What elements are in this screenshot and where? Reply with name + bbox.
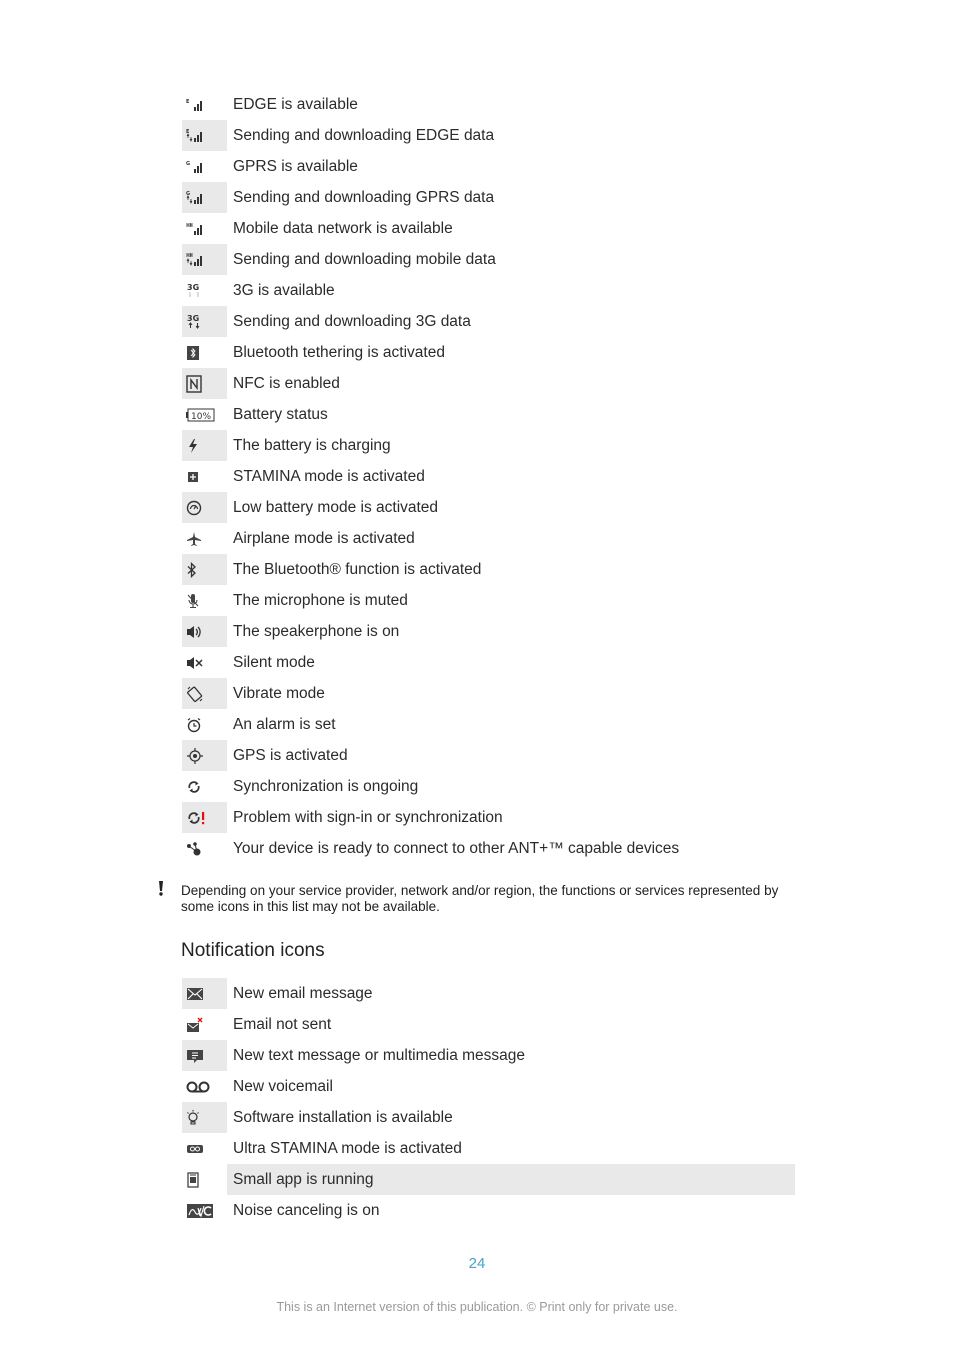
row-label: New email message bbox=[233, 984, 373, 1002]
row-label: GPRS is available bbox=[233, 157, 358, 175]
stamina-icon bbox=[182, 461, 227, 492]
page-number: 24 bbox=[468, 1255, 486, 1272]
row-label: EDGE is available bbox=[233, 95, 358, 113]
row-label: New voicemail bbox=[233, 1077, 333, 1095]
noise-canceling-icon bbox=[182, 1195, 227, 1226]
battery-icon bbox=[182, 399, 227, 430]
row-label: Mobile data network is available bbox=[233, 219, 453, 237]
table-row bbox=[182, 120, 795, 151]
row-label: Small app is running bbox=[227, 1164, 795, 1195]
nfc-icon bbox=[182, 368, 227, 399]
svg-text:E: E bbox=[186, 128, 190, 135]
row-label: Sending and downloading 3G data bbox=[233, 312, 471, 330]
section-heading: Notification icons bbox=[181, 940, 325, 961]
table-row bbox=[182, 833, 795, 864]
ant-plus-icon bbox=[182, 833, 227, 864]
row-label: STAMINA mode is activated bbox=[233, 467, 425, 485]
table-row bbox=[182, 554, 795, 585]
speakerphone-icon bbox=[182, 616, 227, 647]
row-label: Problem with sign-in or synchronization bbox=[233, 808, 503, 826]
table-row bbox=[182, 523, 795, 554]
table-row bbox=[182, 1164, 795, 1195]
email-not-sent-icon bbox=[182, 1009, 227, 1040]
software-install-icon bbox=[182, 1102, 227, 1133]
row-label: Silent mode bbox=[233, 653, 315, 671]
text-message-icon bbox=[182, 1040, 227, 1071]
svg-text:3G: 3G bbox=[187, 282, 200, 292]
row-label: The battery is charging bbox=[233, 436, 391, 454]
row-label: GPS is activated bbox=[233, 746, 348, 764]
row-label: Battery status bbox=[233, 405, 328, 423]
airplane-icon bbox=[182, 523, 227, 554]
table-row bbox=[182, 1040, 795, 1071]
gprs-data-icon bbox=[182, 182, 227, 213]
battery-percent: 10% bbox=[191, 411, 212, 422]
row-label: NFC is enabled bbox=[233, 374, 340, 392]
table-row bbox=[182, 1071, 795, 1102]
table-row bbox=[182, 1009, 795, 1040]
row-label: An alarm is set bbox=[233, 715, 336, 733]
svg-text:3G: 3G bbox=[187, 313, 200, 323]
edge-data-icon bbox=[182, 120, 227, 151]
table-row bbox=[182, 306, 795, 337]
table-row bbox=[182, 709, 795, 740]
3g-icon bbox=[182, 275, 227, 306]
bluetooth-icon bbox=[182, 554, 227, 585]
gprs-signal-icon bbox=[182, 151, 227, 182]
svg-text:E: E bbox=[186, 98, 190, 105]
row-label: The microphone is muted bbox=[233, 591, 408, 609]
row-label: Airplane mode is activated bbox=[233, 529, 415, 547]
low-battery-mode-icon bbox=[182, 492, 227, 523]
table-row bbox=[182, 461, 795, 492]
sync-problem-icon bbox=[182, 802, 227, 833]
voicemail-icon bbox=[182, 1071, 227, 1102]
table-row bbox=[182, 337, 795, 368]
3g-data-icon bbox=[182, 306, 227, 337]
ultra-stamina-icon bbox=[182, 1133, 227, 1164]
table-row bbox=[182, 1102, 795, 1133]
table-row bbox=[182, 585, 795, 616]
vibrate-icon bbox=[182, 678, 227, 709]
table-row bbox=[182, 1195, 795, 1226]
row-label: The speakerphone is on bbox=[233, 622, 400, 640]
table-row bbox=[182, 151, 795, 182]
mobile-data-signal-icon bbox=[182, 213, 227, 244]
row-label: Software installation is available bbox=[233, 1108, 453, 1126]
notification-icons-table bbox=[182, 978, 795, 1226]
row-label: New text message or multimedia message bbox=[233, 1046, 526, 1064]
table-row bbox=[182, 368, 795, 399]
row-label: Low battery mode is activated bbox=[233, 498, 439, 516]
row-label: Ultra STAMINA mode is activated bbox=[233, 1139, 462, 1157]
sync-icon bbox=[182, 771, 227, 802]
table-row bbox=[182, 275, 795, 306]
table-row bbox=[182, 678, 795, 709]
exclamation-icon bbox=[156, 880, 166, 898]
row-label: Synchronization is ongoing bbox=[233, 777, 419, 795]
footer-note: This is an Internet version of this publication. © Print only for private use. bbox=[276, 1300, 678, 1314]
row-label: Noise canceling is on bbox=[233, 1201, 380, 1219]
status-icons-table bbox=[182, 89, 795, 864]
table-row bbox=[182, 89, 795, 120]
table-row bbox=[182, 771, 795, 802]
table-row bbox=[182, 244, 795, 275]
mobile-data-transfer-icon bbox=[182, 244, 227, 275]
small-app-icon bbox=[182, 1164, 227, 1195]
row-label: Sending and downloading GPRS data bbox=[233, 188, 495, 206]
table-row bbox=[182, 616, 795, 647]
table-row bbox=[182, 740, 795, 771]
svg-text:G: G bbox=[186, 190, 191, 197]
availability-note: Depending on your service provider, network and/or region, the functions or services represented by some icons in this list may not be available. bbox=[181, 883, 779, 914]
row-label: Sending and downloading mobile data bbox=[233, 250, 496, 268]
table-row bbox=[182, 802, 795, 833]
row-label: Sending and downloading EDGE data bbox=[233, 126, 495, 144]
row-label: The Bluetooth® function is activated bbox=[233, 560, 482, 578]
alarm-icon bbox=[182, 709, 227, 740]
table-row bbox=[182, 492, 795, 523]
table-row bbox=[182, 647, 795, 678]
row-label: Your device is ready to connect to other ANT+™ capable devices bbox=[233, 839, 680, 857]
row-label: Email not sent bbox=[233, 1015, 332, 1033]
svg-text:G: G bbox=[186, 160, 191, 167]
email-icon bbox=[182, 978, 227, 1009]
row-label: Bluetooth tethering is activated bbox=[233, 343, 445, 361]
bluetooth-tethering-icon bbox=[182, 337, 227, 368]
table-row bbox=[182, 430, 795, 461]
table-row bbox=[182, 182, 795, 213]
charging-icon bbox=[182, 430, 227, 461]
edge-signal-icon bbox=[182, 89, 227, 120]
microphone-muted-icon bbox=[182, 585, 227, 616]
row-label: Vibrate mode bbox=[233, 684, 325, 702]
table-row bbox=[182, 1133, 795, 1164]
gps-icon bbox=[182, 740, 227, 771]
row-label: 3G is available bbox=[233, 281, 335, 299]
table-row bbox=[182, 978, 795, 1009]
table-row bbox=[182, 213, 795, 244]
table-row bbox=[182, 399, 795, 430]
silent-mode-icon bbox=[182, 647, 227, 678]
